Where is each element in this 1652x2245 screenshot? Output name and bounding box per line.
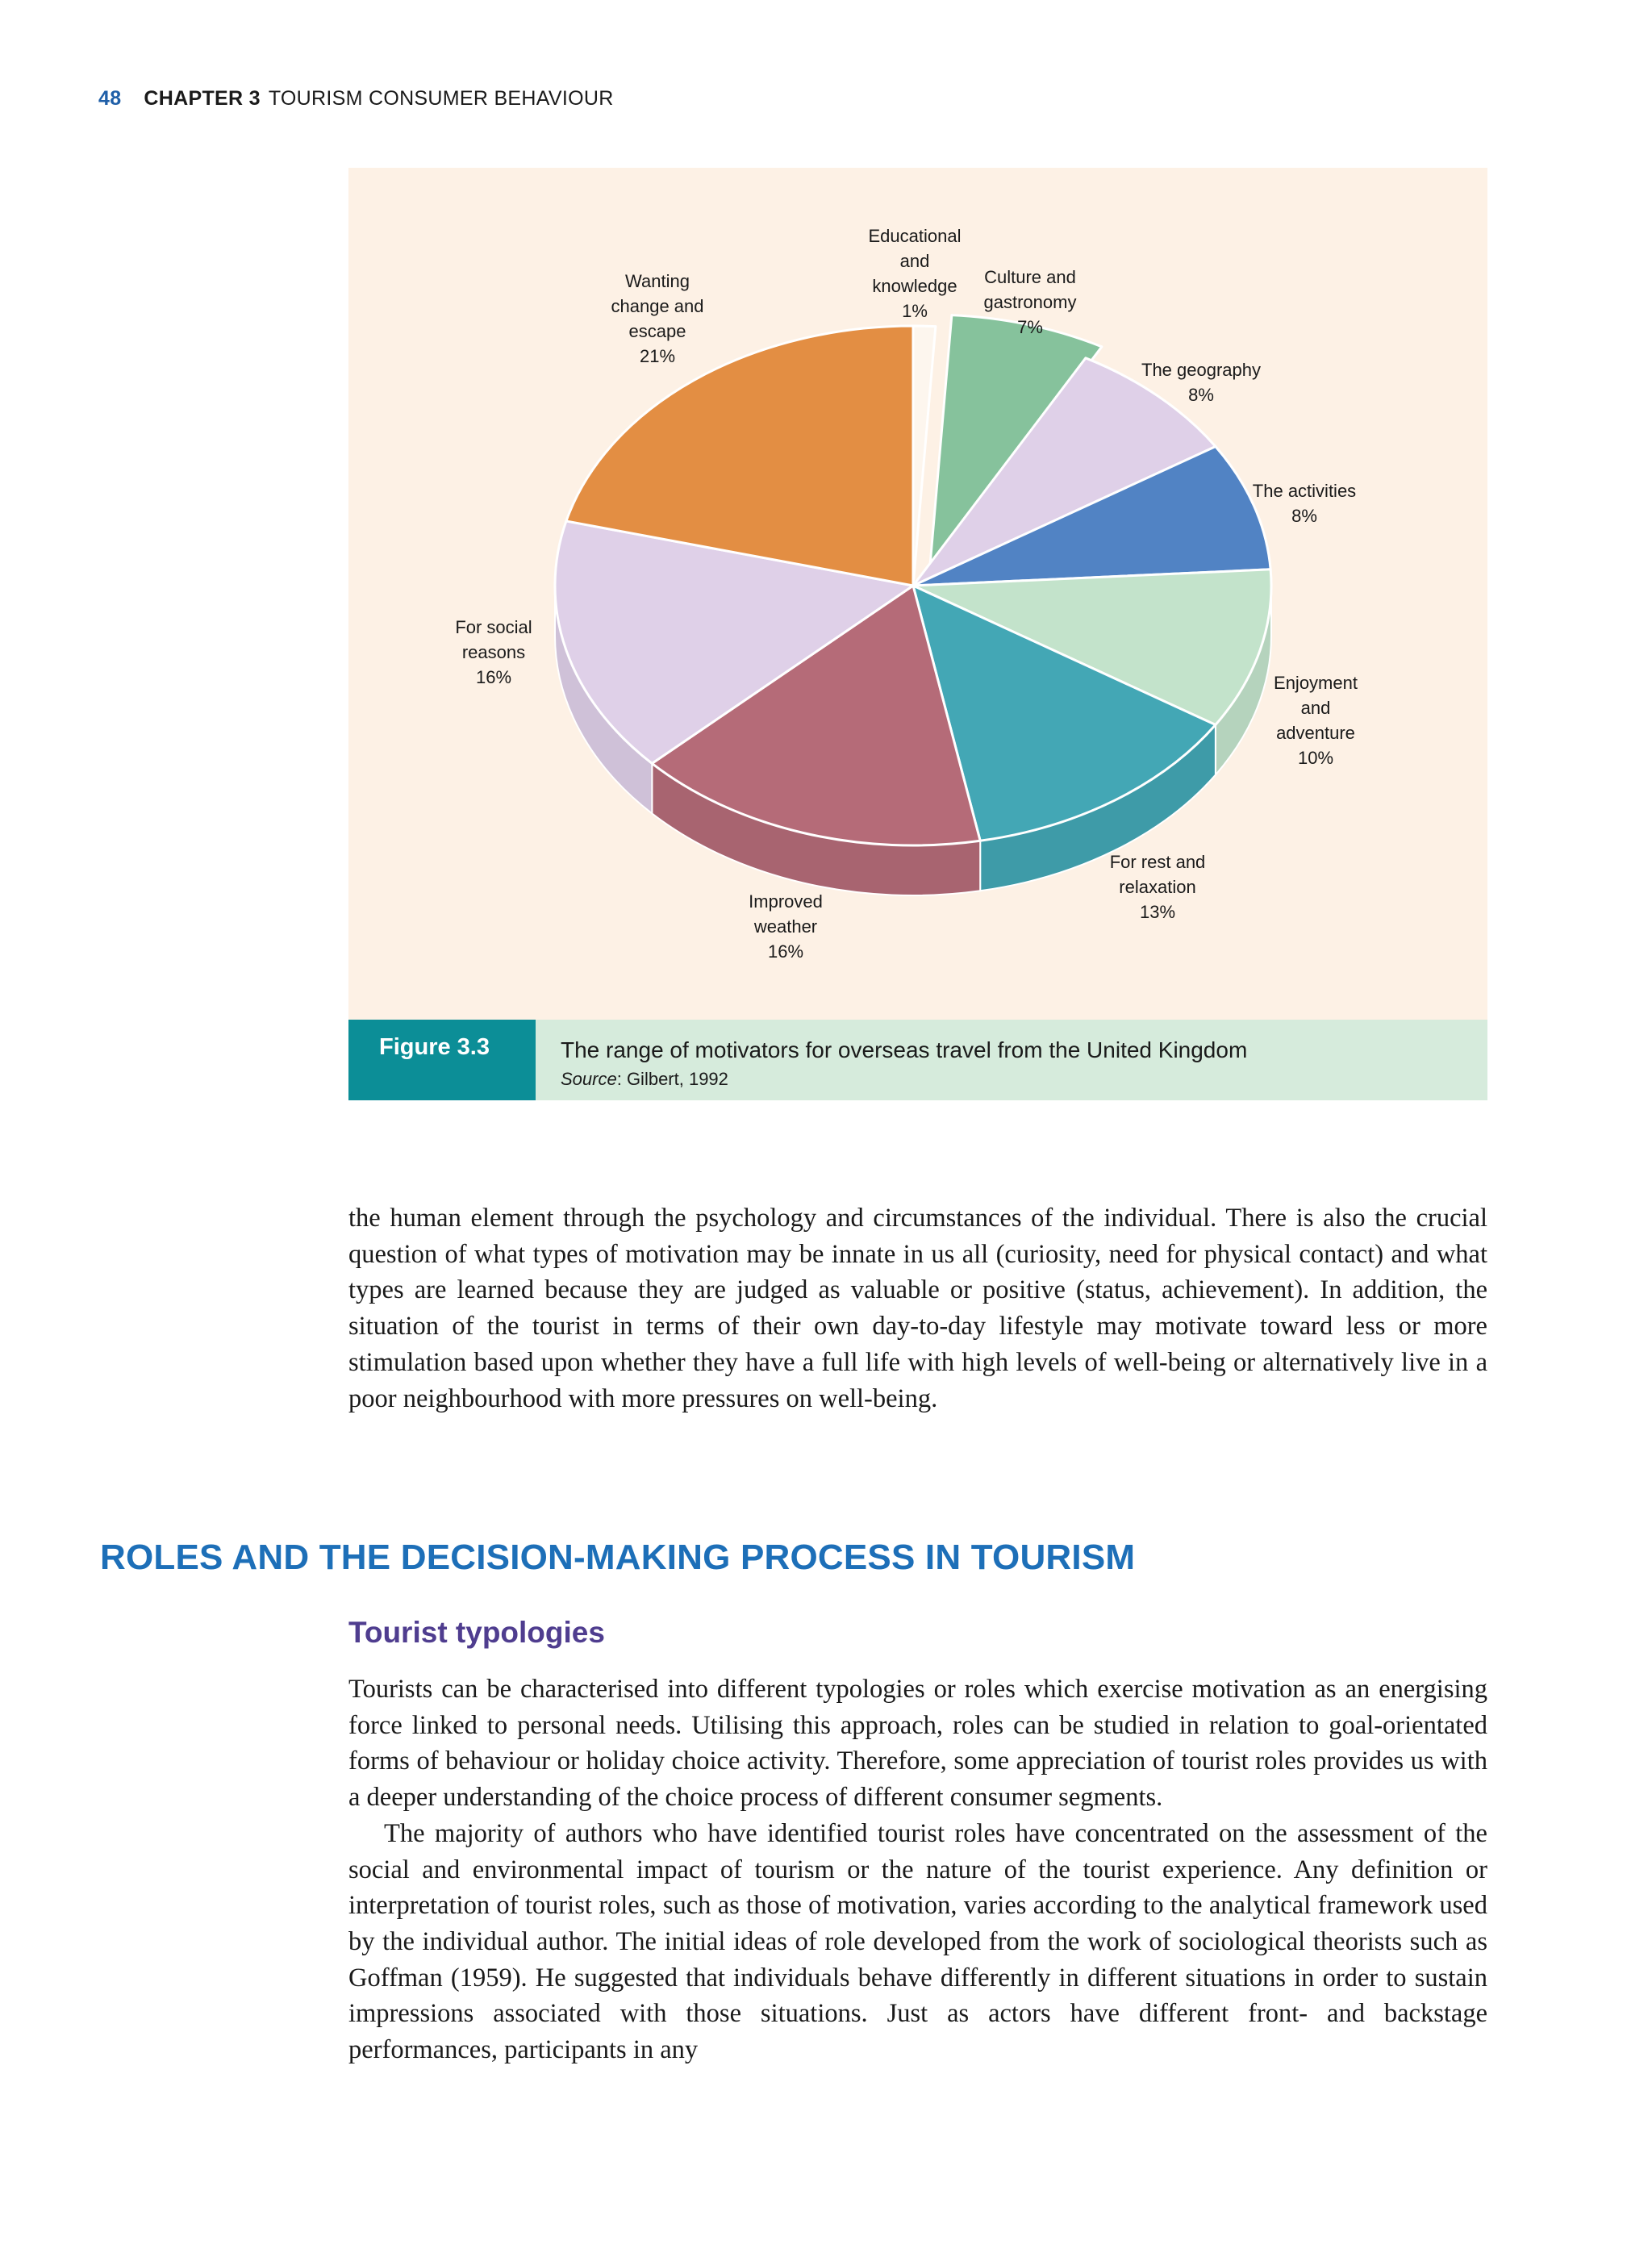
chapter-label: CHAPTER 3 <box>144 87 261 110</box>
figure-label-box <box>348 1020 536 1100</box>
running-head <box>98 87 614 111</box>
figure-label: Figure 3.3 <box>379 1034 490 1060</box>
figure-caption-bar <box>348 1020 1487 1100</box>
pie-label-the-geography: The geography 8% <box>1141 360 1261 405</box>
paragraph-1-text: the human element through the psychology and circumstances of the individual. There is also the crucial question of what types of motivation may be innate in us all (curiosity, need for physical contact) and what types are learned because they are judged as valuable or positive (status, achievement). In addition, the situation of the tourist in terms of their own day-to-day lifestyle may motivate toward less or more stimulation based upon whether they have a full life with high levels of well-being or alternatively live in a poor neighbourhood with more pressures on well-being. <box>348 1204 1487 1413</box>
paragraph-3: The majority of authors who have identified tourist roles have concentrated on the assessment of the social and environmental impact of tourism or the nature of the tourist experience. Any definition or interpretation of tourist roles, such as those of motivation, varies according to the analytical framework used by the individual author. The initial ideas of role developed from the work of sociological theorists such as Goffman (1959). He suggested that individuals behave differently in different situations in order to sustain impressions associated with those situations. Just as actors have different front- and backstage performances, participants in any <box>348 1818 1487 2065</box>
pie-chart <box>348 168 1487 1020</box>
paragraph-group <box>348 1671 1487 2068</box>
chapter-title: TOURISM CONSUMER BEHAVIOUR <box>268 87 614 110</box>
figure-source <box>561 1069 728 1090</box>
pie-label-enjoyment-and-adventure: Enjoyment and adventure 10% <box>1274 673 1358 768</box>
page-number: 48 <box>98 87 122 110</box>
section-heading: ROLES AND THE DECISION-MAKING PROCESS IN TOURISM <box>100 1538 1136 1577</box>
pie-label-the-activities: The activities 8% <box>1252 481 1357 526</box>
pie-label-for-rest-and-relaxation: For rest and relaxation 13% <box>1109 852 1206 922</box>
sub-heading: Tourist typologies <box>348 1616 605 1649</box>
figure-source-label: Source <box>561 1069 617 1089</box>
paragraph-2: Tourists can be characterised into different typologies or roles which exercise motivation as an energising force linked to personal needs. Utilising this approach, roles can be studied in relation to goal-orientated forms of behaviour or holiday choice activity. Therefore, some appreciation of tourist roles provides us with a deeper understanding of the choice process of different consumer segments. <box>348 1675 1487 1813</box>
pie-label-educational-and-knowledge: Educational and knowledge 1% <box>868 226 962 321</box>
pie-label-for-social-reasons: For social reasons 16% <box>455 617 532 687</box>
pie-label-culture-and-gastronomy: Culture and gastronomy 7% <box>983 267 1077 337</box>
pie-label-improved-weather: Improved weather 16% <box>749 891 823 962</box>
figure-caption: The range of motivators for overseas travel from the United Kingdom <box>561 1037 1248 1062</box>
paragraph-1 <box>348 1200 1487 1417</box>
figure-source-text: : Gilbert, 1992 <box>616 1069 728 1089</box>
figure-3-3 <box>348 168 1487 1100</box>
pie-top-group <box>555 315 1271 845</box>
pie-label-wanting-change-and-escape: Wanting change and escape 21% <box>611 271 704 366</box>
